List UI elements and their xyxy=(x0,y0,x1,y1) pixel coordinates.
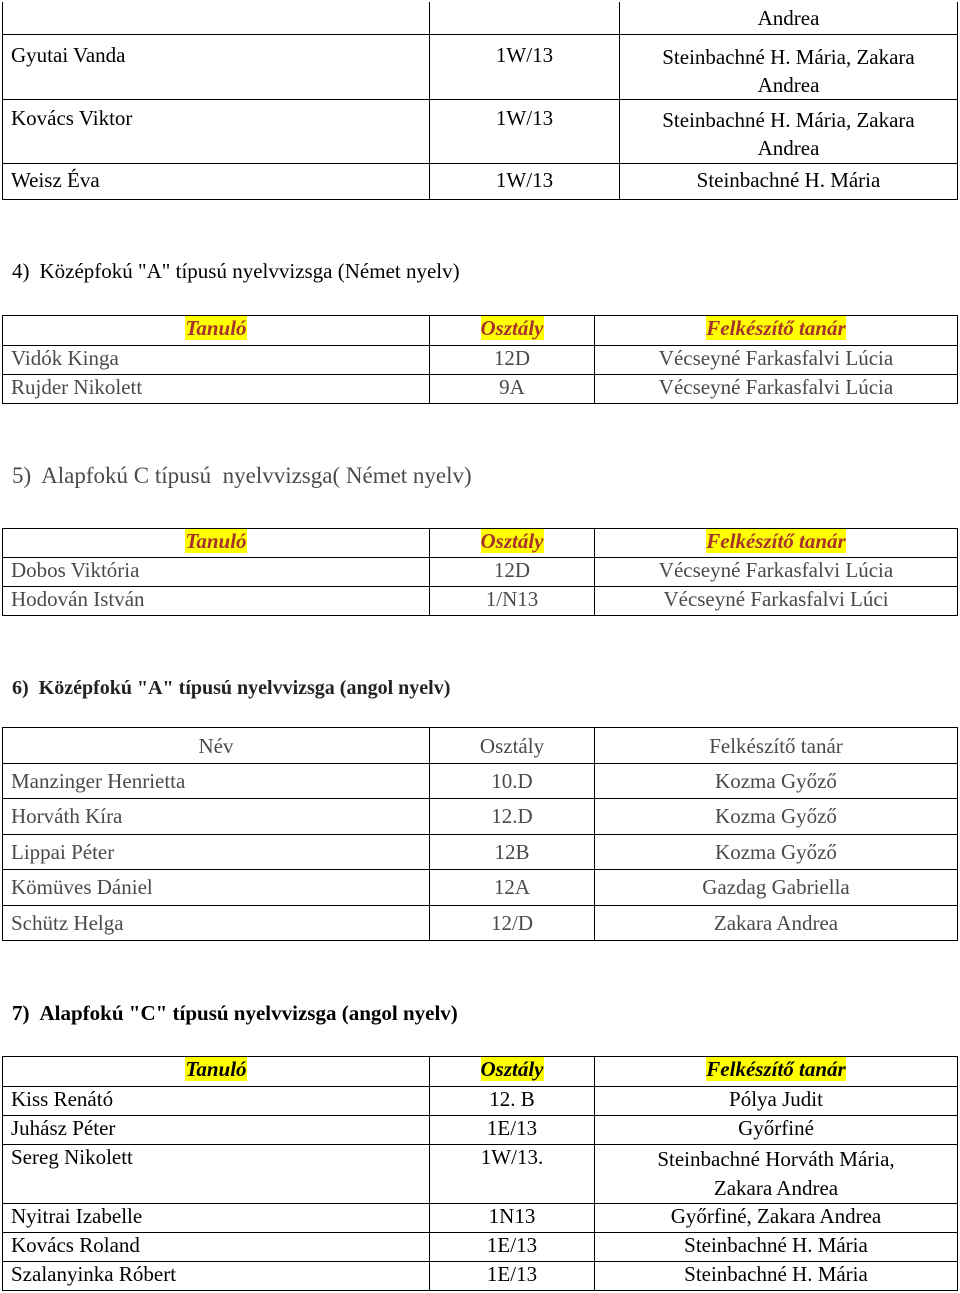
table-row xyxy=(3,558,958,587)
name-cell: Kiss Renátó xyxy=(3,1087,430,1116)
teacher-line: Steinbachné H. Mária, Zakara xyxy=(662,44,915,69)
table-row xyxy=(3,34,958,99)
teacher-cell: Vécseyné Farkasfalvi Lúcia xyxy=(595,558,958,587)
teacher-cell: Vécseyné Farkasfalvi Lúcia xyxy=(595,375,958,404)
section-number: 7) xyxy=(12,1001,30,1025)
table-row xyxy=(3,1262,958,1291)
class-cell: 1E/13 xyxy=(430,1116,595,1145)
table-row xyxy=(3,835,958,870)
name-cell: Juhász Péter xyxy=(3,1116,430,1145)
name-cell: Kovács Roland xyxy=(3,1233,430,1262)
table-row xyxy=(3,99,958,163)
column-header: Osztály xyxy=(430,316,595,346)
teacher-line: Steinbachné Horváth Mária, xyxy=(657,1147,895,1171)
class-cell: 1/N13 xyxy=(430,587,595,616)
class-cell: 12B xyxy=(430,835,595,870)
teacher-line: Zakara Andrea xyxy=(713,1176,839,1200)
section-number: 5) xyxy=(12,463,32,488)
table-row xyxy=(3,346,958,375)
class-cell: 10.D xyxy=(430,764,595,799)
section-title: Középfokú "A" típusú nyelvvizsga (Német nyelv) xyxy=(39,259,460,283)
column-header: Felkészítő tanár xyxy=(595,1057,958,1087)
table-row xyxy=(3,906,958,941)
section-title: Alapfokú C típusú nyelvvizsga( Német nyelv) xyxy=(41,463,472,488)
teacher-line: Andrea xyxy=(757,135,820,160)
column-header: Osztály xyxy=(430,1057,595,1087)
class-cell: 1E/13 xyxy=(430,1233,595,1262)
name-cell: Schütz Helga xyxy=(3,906,430,941)
name-cell: Weisz Éva xyxy=(3,163,430,199)
teacher-line: Steinbachné H. Mária, Zakara xyxy=(662,107,915,132)
column-header: Tanuló xyxy=(3,1057,430,1087)
name-cell: Dobos Viktória xyxy=(3,558,430,587)
teacher-cell: Vécseyné Farkasfalvi Lúci xyxy=(595,587,958,616)
column-header: Osztály xyxy=(430,529,595,558)
column-header: Név xyxy=(3,728,430,764)
name-cell: Nyitrai Izabelle xyxy=(3,1204,430,1233)
table-section3 xyxy=(2,2,958,200)
name-cell: Kovács Viktor xyxy=(3,99,430,163)
section-number: 6) xyxy=(12,677,29,699)
table-section6 xyxy=(2,727,958,941)
section-title: Középfokú "A" típusú nyelvvizsga (angol nyelv) xyxy=(38,677,451,699)
name-cell: Sereg Nikolett xyxy=(3,1145,430,1204)
column-header: Tanuló xyxy=(3,529,430,558)
section-heading xyxy=(12,259,460,284)
column-header: Felkészítő tanár xyxy=(595,728,958,764)
table-row xyxy=(3,799,958,835)
table-row xyxy=(3,870,958,906)
teacher-cell: Kozma Győző xyxy=(595,799,958,835)
table-row xyxy=(3,1233,958,1262)
name-cell xyxy=(3,2,430,34)
class-cell: 12D xyxy=(430,558,595,587)
teacher-cell: Kozma Győző xyxy=(595,764,958,799)
teacher-cell: Kozma Győző xyxy=(595,835,958,870)
teacher-cell: Pólya Judit xyxy=(595,1087,958,1116)
column-header: Felkészítő tanár xyxy=(595,316,958,346)
table-section5 xyxy=(2,528,958,616)
table-header-row xyxy=(3,316,958,346)
teacher-cell xyxy=(620,34,958,99)
name-cell: Horváth Kíra xyxy=(3,799,430,835)
column-header: Tanuló xyxy=(3,316,430,346)
name-cell: Kömüves Dániel xyxy=(3,870,430,906)
name-cell: Manzinger Henrietta xyxy=(3,764,430,799)
class-cell: 12.D xyxy=(430,799,595,835)
teacher-line: Andrea xyxy=(757,72,820,97)
teacher-cell: Gazdag Gabriella xyxy=(595,870,958,906)
table-row xyxy=(3,1116,958,1145)
class-cell: 1N13 xyxy=(430,1204,595,1233)
table-row xyxy=(3,764,958,799)
column-header: Osztály xyxy=(430,728,595,764)
teacher-cell xyxy=(595,1145,958,1204)
class-cell: 12A xyxy=(430,870,595,906)
table-section7 xyxy=(2,1056,958,1291)
section-heading xyxy=(12,1001,458,1026)
class-cell: 1E/13 xyxy=(430,1262,595,1291)
teacher-cell: Steinbachné H. Mária xyxy=(595,1262,958,1291)
teacher-line: Andrea xyxy=(757,6,820,30)
teacher-cell xyxy=(620,2,958,34)
name-cell: Lippai Péter xyxy=(3,835,430,870)
class-cell: 1W/13 xyxy=(430,163,620,199)
section-heading xyxy=(12,677,450,700)
name-cell: Vidók Kinga xyxy=(3,346,430,375)
class-cell: 9A xyxy=(430,375,595,404)
table-row xyxy=(3,1087,958,1116)
name-cell: Szalanyinka Róbert xyxy=(3,1262,430,1291)
section-number: 4) xyxy=(12,259,30,283)
class-cell: 12. B xyxy=(430,1087,595,1116)
class-cell xyxy=(430,2,620,34)
table-header-row xyxy=(3,1057,958,1087)
table-header-row xyxy=(3,728,958,764)
table-row xyxy=(3,587,958,616)
section-heading xyxy=(12,463,472,489)
table-row xyxy=(3,375,958,404)
name-cell: Gyutai Vanda xyxy=(3,34,430,99)
table-section4 xyxy=(2,315,958,404)
column-header: Felkészítő tanár xyxy=(595,529,958,558)
table-row xyxy=(3,1145,958,1204)
teacher-cell: Steinbachné H. Mária xyxy=(595,1233,958,1262)
teacher-cell: Zakara Andrea xyxy=(595,906,958,941)
class-cell: 12/D xyxy=(430,906,595,941)
class-cell: 1W/13 xyxy=(430,34,620,99)
table-header-row xyxy=(3,529,958,558)
teacher-cell xyxy=(620,99,958,163)
teacher-cell: Steinbachné H. Mária xyxy=(620,163,958,199)
table-row xyxy=(3,2,958,34)
class-cell: 1W/13. xyxy=(430,1145,595,1204)
table-row xyxy=(3,163,958,199)
class-cell: 12D xyxy=(430,346,595,375)
teacher-cell: Győrfiné, Zakara Andrea xyxy=(595,1204,958,1233)
section-title: Alapfokú "C" típusú nyelvvizsga (angol nyelv) xyxy=(39,1001,458,1025)
table-row xyxy=(3,1204,958,1233)
name-cell: Rujder Nikolett xyxy=(3,375,430,404)
teacher-cell: Vécseyné Farkasfalvi Lúcia xyxy=(595,346,958,375)
teacher-cell: Győrfiné xyxy=(595,1116,958,1145)
class-cell: 1W/13 xyxy=(430,99,620,163)
name-cell: Hodován István xyxy=(3,587,430,616)
